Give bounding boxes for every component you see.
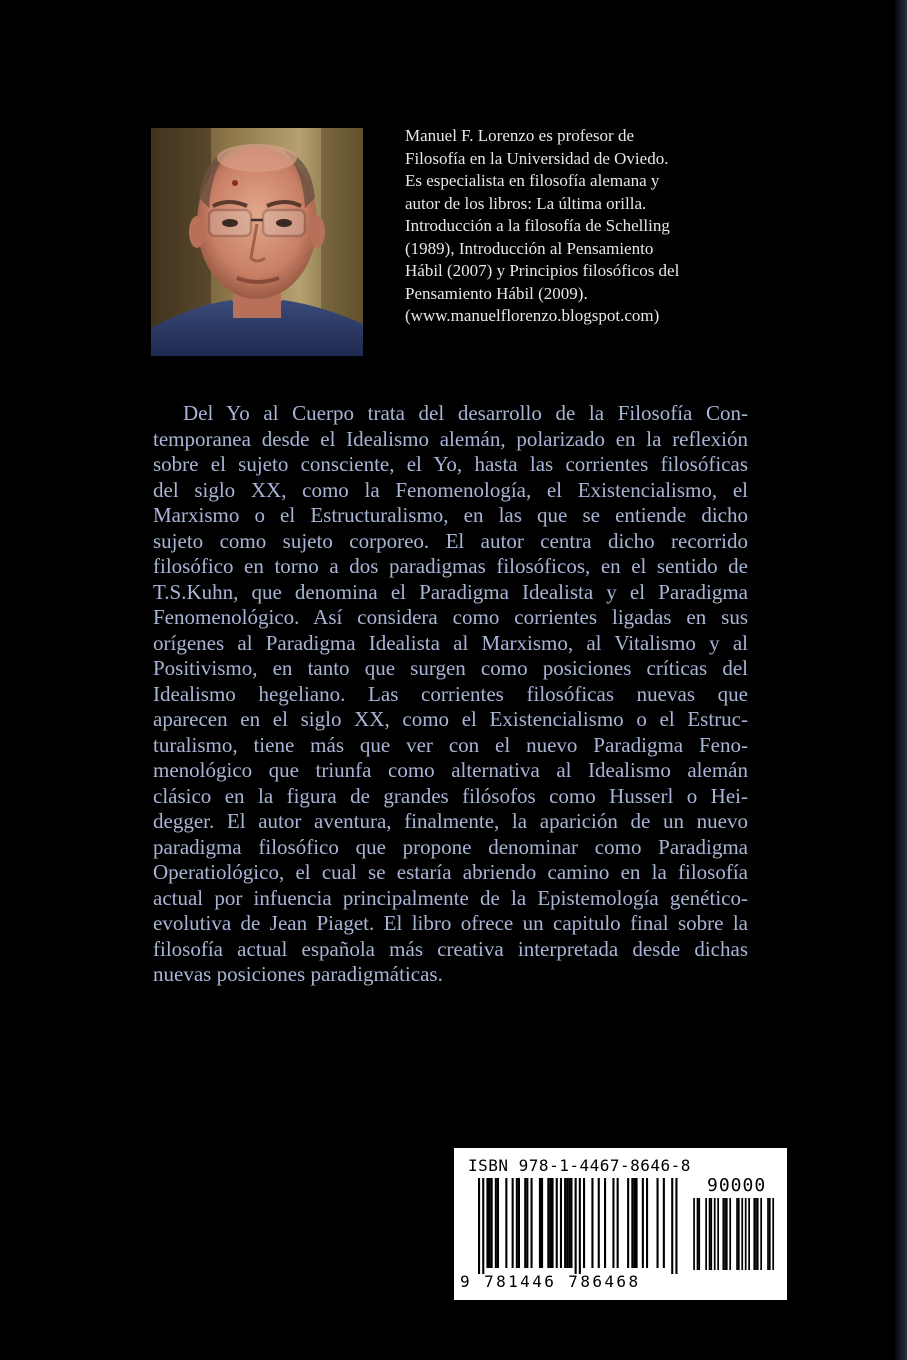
addon-bar — [745, 1198, 747, 1270]
addon-bar — [709, 1198, 711, 1270]
barcode-bar — [598, 1178, 600, 1268]
barcode-bar — [663, 1178, 665, 1268]
addon-bar — [726, 1198, 728, 1270]
description-line: T.S.Kuhn, que denomina el Paradigma Idealista y el Paradigma — [153, 579, 748, 604]
barcode-bar — [612, 1178, 614, 1268]
addon-bar — [769, 1198, 771, 1270]
bio-line: Manuel F. Lorenzo es profesor de — [405, 126, 635, 145]
barcode-bar — [575, 1178, 577, 1274]
author-portrait-image — [151, 128, 363, 356]
barcode-bar — [604, 1178, 606, 1268]
bio-line: Filosofía en la Universidad de Oviedo. — [405, 148, 669, 168]
description-line: del siglo XX, como la Fenomenología, el Existencialismo, el — [153, 477, 748, 502]
barcode-bar — [505, 1178, 507, 1268]
addon-bar — [698, 1198, 700, 1270]
description-line: turalismo, tiene más que ver con el nuevo Paradigma Feno- — [153, 732, 748, 757]
addon-bar — [738, 1198, 740, 1270]
cover-edge — [895, 0, 907, 1360]
description-line: actual por infuencia principalmente de la Epistemología genético- — [153, 885, 748, 910]
description-line: temporanea desde el Idealismo alemán, polarizado en la reflexión — [153, 426, 748, 451]
addon-bar — [736, 1198, 738, 1270]
addon-bar — [748, 1198, 750, 1270]
barcode-bar — [642, 1178, 644, 1268]
barcode-bar — [497, 1178, 499, 1268]
bio-line: Pensamiento Hábil (2009). — [405, 283, 588, 303]
description-line: aparecen en el siglo XX, como el Existencialismo o el Estruc- — [153, 707, 748, 731]
barcode-bar — [583, 1178, 585, 1268]
addon-bar — [714, 1198, 716, 1270]
barcode-bar — [478, 1178, 480, 1274]
description-line: sobre el sujeto consciente, el Yo, hasta las corrientes filosóficas — [153, 452, 748, 476]
description-line: filosófico en torno a dos paradigmas filosóficos, en el sentido de — [153, 554, 748, 578]
barcode-bar — [547, 1178, 549, 1268]
description-line: sujeto como sujeto corporeo. El autor centra dicho recorrido — [153, 528, 748, 553]
description-line: evolutiva de Jean Piaget. El libro ofrece un capitulo final sobre la — [153, 911, 748, 935]
addon-bar — [767, 1198, 769, 1270]
addon-bar — [757, 1198, 759, 1270]
addon-bar — [705, 1198, 707, 1270]
addon-bar — [710, 1198, 712, 1270]
author-bio — [405, 125, 755, 328]
barcode-bar — [526, 1178, 528, 1268]
barcode-bar — [516, 1178, 518, 1268]
description-line: orígenes al Paradigma Idealista al Marxismo, al Vitalismo y al — [153, 630, 748, 655]
barcode-bar — [564, 1178, 566, 1268]
description-line: nuevas posiciones paradigmáticas. — [153, 962, 443, 986]
barcode-bar — [539, 1178, 541, 1268]
barcode-bar — [518, 1178, 520, 1268]
barcode-bar — [549, 1178, 551, 1268]
description-line: menológico que triunfa como alternativa al Idealismo alemán — [153, 758, 748, 782]
book-description — [153, 401, 748, 988]
description-line: Fenomenológico. Así considera como corrientes ligadas en sus — [153, 605, 748, 629]
barcode-bar — [524, 1178, 526, 1268]
bio-line: Es especialista en filosofía alemana y — [405, 171, 660, 190]
barcode-bar — [531, 1178, 533, 1268]
barcode-bar — [627, 1178, 629, 1268]
barcode-bar — [636, 1178, 638, 1268]
author-photo — [151, 128, 363, 356]
barcode-bar — [556, 1178, 558, 1268]
addon-bar — [753, 1198, 755, 1270]
description-line: Marxismo o el Estructuralismo, en las que se entiende dicho — [153, 503, 748, 527]
addon-bar — [755, 1198, 757, 1270]
bio-line: Introducción a la filosofía de Schelling — [405, 216, 670, 235]
addon-bar — [722, 1198, 724, 1270]
barcode-bar — [579, 1178, 581, 1274]
isbn-label: ISBN 978-1-4467-8646-8 — [468, 1156, 691, 1175]
addon-bar — [741, 1198, 743, 1270]
description-line: Idealismo hegeliano. Las corrientes filosóficas nuevas que — [153, 681, 748, 706]
description-line: clásico en la figura de grandes filósofos como Husserl o Hei- — [153, 783, 748, 808]
barcode-bar — [560, 1178, 562, 1268]
price-addon: 90000 — [707, 1175, 767, 1196]
barcode-bar — [495, 1178, 497, 1268]
isbn-barcode — [454, 1148, 787, 1300]
addon-bar — [760, 1198, 762, 1270]
bio-line: Hábil (2007) y Principios filosóficos del — [405, 261, 680, 280]
addon-bar — [724, 1198, 726, 1270]
description-line: paradigma filosófico que propone denominar como Paradigma — [153, 834, 748, 859]
barcode-bar — [491, 1178, 493, 1268]
barcode-bar — [633, 1178, 635, 1268]
barcode-bar — [671, 1178, 673, 1274]
addon-bar — [729, 1198, 731, 1270]
ean-digits: 9 781446 786468 — [460, 1272, 641, 1291]
barcode-bar — [591, 1178, 593, 1268]
bio-line: autor de los libros: La última orilla. — [405, 193, 647, 213]
barcode-bar — [486, 1178, 488, 1268]
barcode-bar — [675, 1178, 677, 1274]
addon-bar — [772, 1198, 774, 1270]
barcode-bar — [512, 1178, 514, 1268]
description-line: degger. El autor aventura, finalmente, la aparición de un nuevo — [153, 809, 748, 833]
barcode-bar — [489, 1178, 491, 1268]
barcode-bar — [646, 1178, 648, 1268]
barcode-bar — [631, 1178, 633, 1268]
bio-line: (1989), Introducción al Pensamiento — [405, 238, 654, 258]
addon-bar — [697, 1198, 699, 1270]
barcode-bar — [617, 1178, 619, 1268]
barcode-bar — [541, 1178, 543, 1268]
description-line: Positivismo, en tanto que surgen como posiciones críticas del — [153, 656, 748, 680]
description-line: Del Yo al Cuerpo trata del desarrollo de la Filosofía Con- — [183, 401, 748, 425]
addon-bar — [717, 1198, 719, 1270]
barcode-bar — [568, 1178, 570, 1268]
barcode-bar — [570, 1178, 572, 1268]
description-line: Operatiológico, el cual se estaría abriendo camino en la filosofía — [153, 860, 748, 884]
barcode-bar — [552, 1178, 554, 1268]
barcode-bar — [566, 1178, 568, 1268]
description-line: filosofía actual española más creativa interpretada desde dichas — [153, 936, 748, 961]
barcode-bar — [482, 1178, 484, 1274]
bio-line: (www.manuelflorenzo.blogspot.com) — [405, 306, 660, 325]
barcode-bar — [657, 1178, 659, 1268]
addon-bar — [693, 1198, 695, 1270]
